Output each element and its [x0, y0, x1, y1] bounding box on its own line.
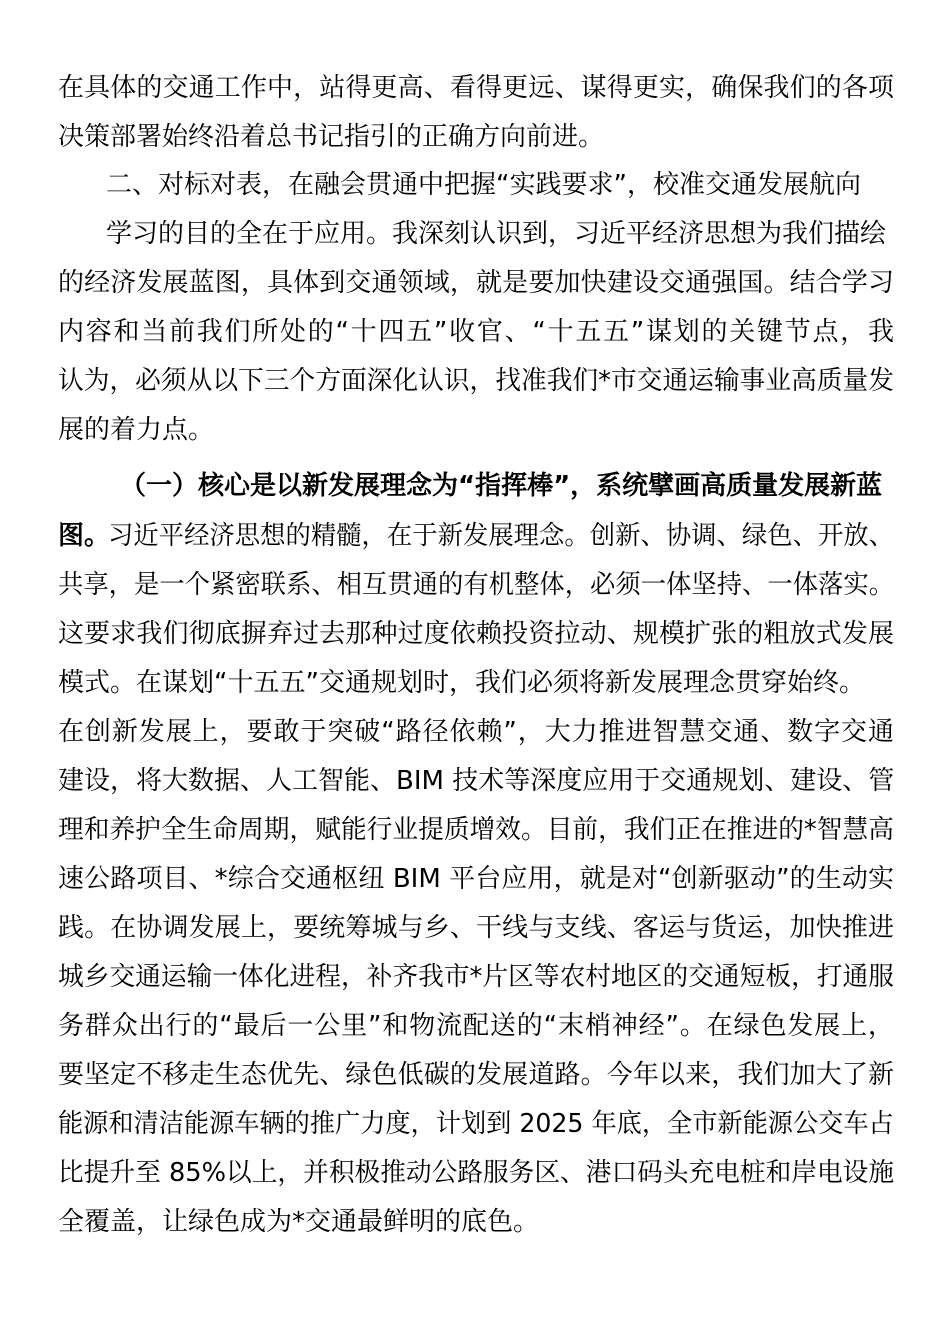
paragraph-line: 速公路项目、*综合交通枢纽 BIM 平台应用，就是对“创新驱动”的生动实: [58, 864, 894, 894]
paragraph-line: 的经济发展蓝图，具体到交通领域，就是要加快建设交通强国。结合学习: [58, 268, 894, 298]
paragraph-line: 在具体的交通工作中，站得更高、看得更远、谋得更实，确保我们的各项: [58, 73, 894, 103]
paragraph-line: 展的着力点。: [58, 415, 215, 445]
subsection-heading-end: 图。: [58, 521, 111, 551]
paragraph-line: 这要求我们彻底摒弃过去那种过度依赖投资拉动、规模扩张的粗放式发展: [58, 619, 894, 649]
paragraph-line: 在创新发展上，要敢于突破“路径依赖”，大力推进智慧交通、数字交通: [58, 717, 894, 747]
paragraph-line: 模式。在谋划“十五五”交通规划时，我们必须将新发展理念贯穿始终。: [58, 668, 865, 698]
paragraph-line: 理和养护全生命周期，赋能行业提质增效。目前，我们正在推进的*智慧高: [58, 815, 894, 845]
paragraph-line: 城乡交通运输一体化进程，补齐我市*片区等农村地区的交通短板，打通服: [58, 962, 894, 992]
paragraph-line: 比提升至 85%以上，并积极推动公路服务区、港口码头充电桩和岸电设施: [58, 1158, 895, 1188]
paragraph-line: 认为，必须从以下三个方面深化认识，找准我们*市交通运输事业高质量发: [58, 366, 894, 396]
subsection-heading: （一）核心是以新发展理念为“指挥棒”，系统擘画高质量发展新蓝: [120, 471, 883, 501]
paragraph-line: 内容和当前我们所处的“十四五”收官、“十五五”谋划的关键节点，我: [58, 317, 894, 347]
paragraph-line: 全覆盖，让绿色成为*交通最鲜明的底色。: [58, 1207, 540, 1237]
paragraph-line: 务群众出行的“最后一公里”和物流配送的“末梢神经”。在绿色发展上，: [58, 1011, 894, 1041]
paragraph-line: 习近平经济思想的精髓，在于新发展理念。创新、协调、绿色、开放、: [108, 521, 895, 551]
section-heading: 二、对标对表，在融会贯通中把握“实践要求”，校准交通发展航向: [106, 170, 861, 200]
paragraph-line: 决策部署始终沿着总书记指引的正确方向前进。: [58, 122, 605, 152]
paragraph-line: 能源和清洁能源车辆的推广力度，计划到 2025 年底，全市新能源公交车占: [58, 1109, 894, 1139]
paragraph-line: 践。在协调发展上，要统筹城与乡、干线与支线、客运与货运，加快推进: [58, 913, 894, 943]
paragraph-line: 要坚定不移走生态优先、绿色低碳的发展道路。今年以来，我们加大了新: [58, 1060, 894, 1090]
paragraph-line: 学习的目的全在于应用。我深刻认识到，习近平经济思想为我们描绘: [106, 219, 887, 249]
paragraph-line: 共享，是一个紧密联系、相互贯通的有机整体，必须一体坚持、一体落实。: [58, 570, 895, 600]
paragraph-line: 建设，将大数据、人工智能、BIM 技术等深度应用于交通规划、建设、管: [58, 766, 895, 796]
